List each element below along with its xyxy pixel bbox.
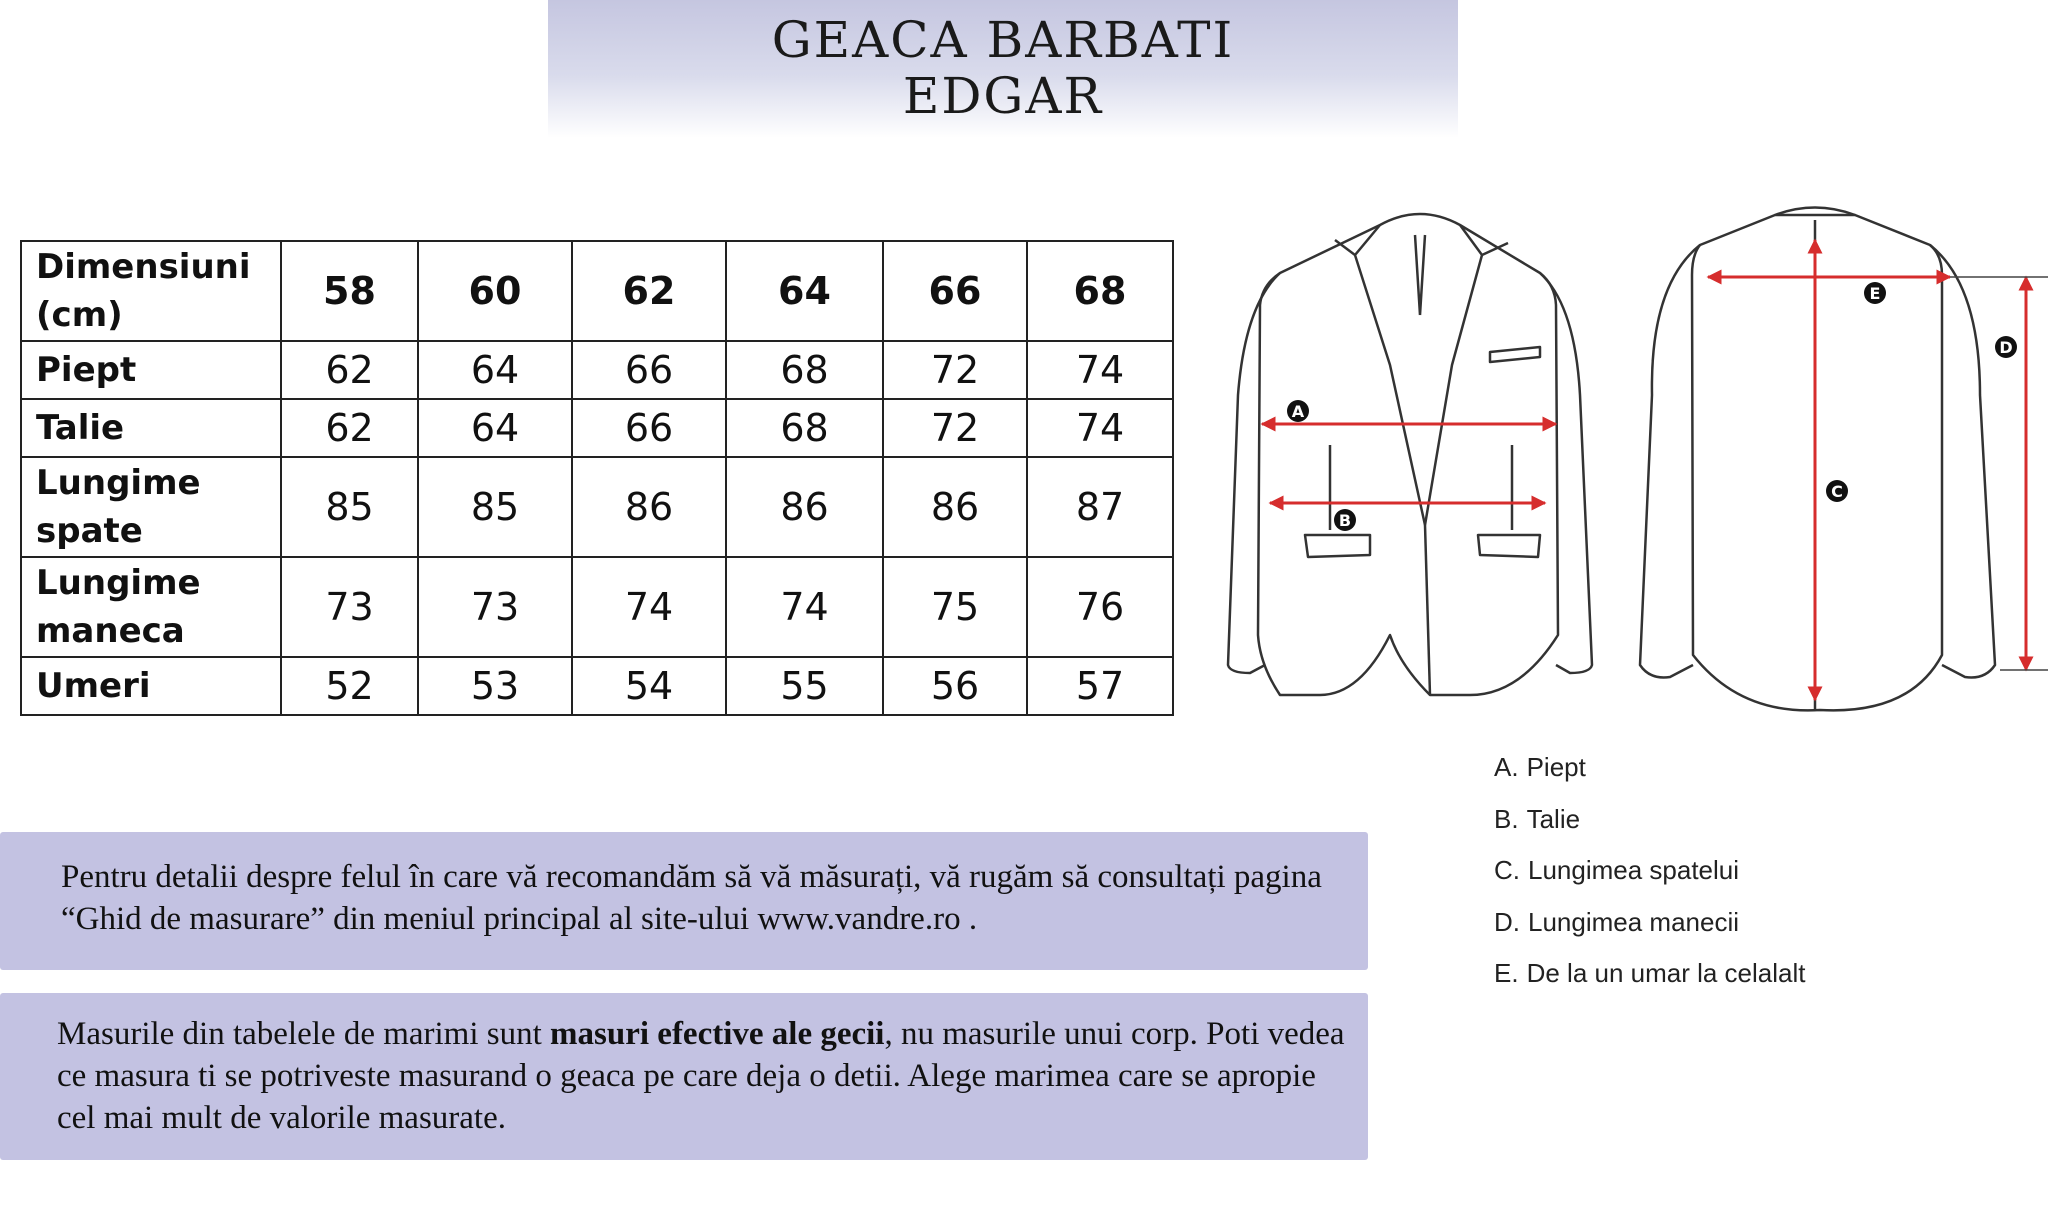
legend-text: Piept xyxy=(1526,752,1586,782)
legend-letter: B. xyxy=(1494,803,1519,834)
table-row xyxy=(21,657,1173,715)
legend-letter: C. xyxy=(1494,855,1520,885)
legend-item xyxy=(1494,845,1806,897)
size-62: 62 xyxy=(572,241,726,341)
row-label: Umeri xyxy=(21,657,281,715)
table-cell: 73 xyxy=(281,557,418,657)
jacket-measurement-diagram xyxy=(1220,195,2048,730)
measurement-legend xyxy=(1494,742,1806,1000)
note-text-end: , nu masurile unui corp. Poti vedea ce masura ti se potriveste masurand o geaca pe care deja o detii. Alege marimea care se apropie cel mai mult de valorile masurate. xyxy=(57,1016,1345,1136)
measuring-guide-note xyxy=(0,832,1368,970)
legend-item xyxy=(1494,948,1806,1000)
table-row xyxy=(21,557,1173,657)
note-text: Pentru detalii despre felul în care vă recomandăm să vă măsurați, vă rugăm să consultați pagina “Ghid de masurare” din meniul principal al site-ului www.vandre.ro . xyxy=(61,859,1322,937)
title-line-2: EDGAR xyxy=(902,67,1104,125)
legend-item xyxy=(1494,794,1806,846)
marker-c: C xyxy=(1831,482,1843,501)
marker-a: A xyxy=(1291,402,1305,421)
table-cell: 64 xyxy=(418,399,572,457)
table-cell: 64 xyxy=(418,341,572,399)
table-cell: 85 xyxy=(281,457,418,557)
legend-letter: D. xyxy=(1494,906,1520,937)
size-60: 60 xyxy=(418,241,572,341)
measurement-guides xyxy=(1950,277,2048,670)
row-label: Piept xyxy=(21,341,281,399)
legend-text: Talie xyxy=(1526,803,1581,834)
table-cell: 74 xyxy=(726,557,883,657)
table-cell: 52 xyxy=(281,657,418,715)
table-cell: 75 xyxy=(883,557,1027,657)
table-cell: 62 xyxy=(281,399,418,457)
table-cell: 53 xyxy=(418,657,572,715)
table-cell: 74 xyxy=(1027,399,1173,457)
jacket-back-drawing xyxy=(1640,208,1995,711)
legend-text: Lungimea manecii xyxy=(1528,906,1740,937)
size-66: 66 xyxy=(883,241,1027,341)
table-cell: 72 xyxy=(883,399,1027,457)
title-line-1: GEACA BARBATI xyxy=(771,11,1235,69)
table-cell: 74 xyxy=(1027,341,1173,399)
size-58: 58 xyxy=(281,241,418,341)
table-cell: 57 xyxy=(1027,657,1173,715)
table-cell: 86 xyxy=(572,457,726,557)
table-header-row xyxy=(21,241,1173,341)
size-table xyxy=(20,240,1174,716)
table-cell: 73 xyxy=(418,557,572,657)
garment-measurements-note xyxy=(0,993,1368,1160)
size-64: 64 xyxy=(726,241,883,341)
table-cell: 87 xyxy=(1027,457,1173,557)
note-text-start: Masurile din tabelele de marimi sunt xyxy=(57,1016,551,1052)
table-cell: 85 xyxy=(418,457,572,557)
table-cell: 68 xyxy=(726,399,883,457)
row-label: Lungime spate xyxy=(21,457,281,557)
table-cell: 74 xyxy=(572,557,726,657)
table-row xyxy=(21,457,1173,557)
table-cell: 86 xyxy=(883,457,1027,557)
marker-e: E xyxy=(1869,284,1881,303)
table-cell: 76 xyxy=(1027,557,1173,657)
legend-letter: A. xyxy=(1494,752,1519,782)
table-row xyxy=(21,399,1173,457)
row-label: Talie xyxy=(21,399,281,457)
table-row xyxy=(21,341,1173,399)
marker-d: D xyxy=(1999,338,2013,357)
product-title xyxy=(548,12,1458,124)
legend-item xyxy=(1494,742,1806,794)
table-cell: 86 xyxy=(726,457,883,557)
table-cell: 68 xyxy=(726,341,883,399)
table-cell: 66 xyxy=(572,399,726,457)
row-label: Lungime maneca xyxy=(21,557,281,657)
table-cell: 72 xyxy=(883,341,1027,399)
size-68: 68 xyxy=(1027,241,1173,341)
legend-item xyxy=(1494,897,1806,949)
table-cell: 66 xyxy=(572,341,726,399)
table-cell: 62 xyxy=(281,341,418,399)
marker-b: B xyxy=(1338,511,1352,530)
note-emphasis: masuri efective ale gecii xyxy=(550,1016,885,1052)
table-cell: 55 xyxy=(726,657,883,715)
header-label: Dimensiuni (cm) xyxy=(21,241,281,341)
note-text xyxy=(57,1013,1347,1139)
table-cell: 56 xyxy=(883,657,1027,715)
jacket-front-drawing xyxy=(1228,214,1592,695)
legend-text: De la un umar la celalalt xyxy=(1526,958,1806,988)
measurement-arrows xyxy=(1262,240,2026,700)
legend-letter: E. xyxy=(1494,958,1519,988)
legend-text: Lungimea spatelui xyxy=(1528,855,1740,885)
table-cell: 54 xyxy=(572,657,726,715)
